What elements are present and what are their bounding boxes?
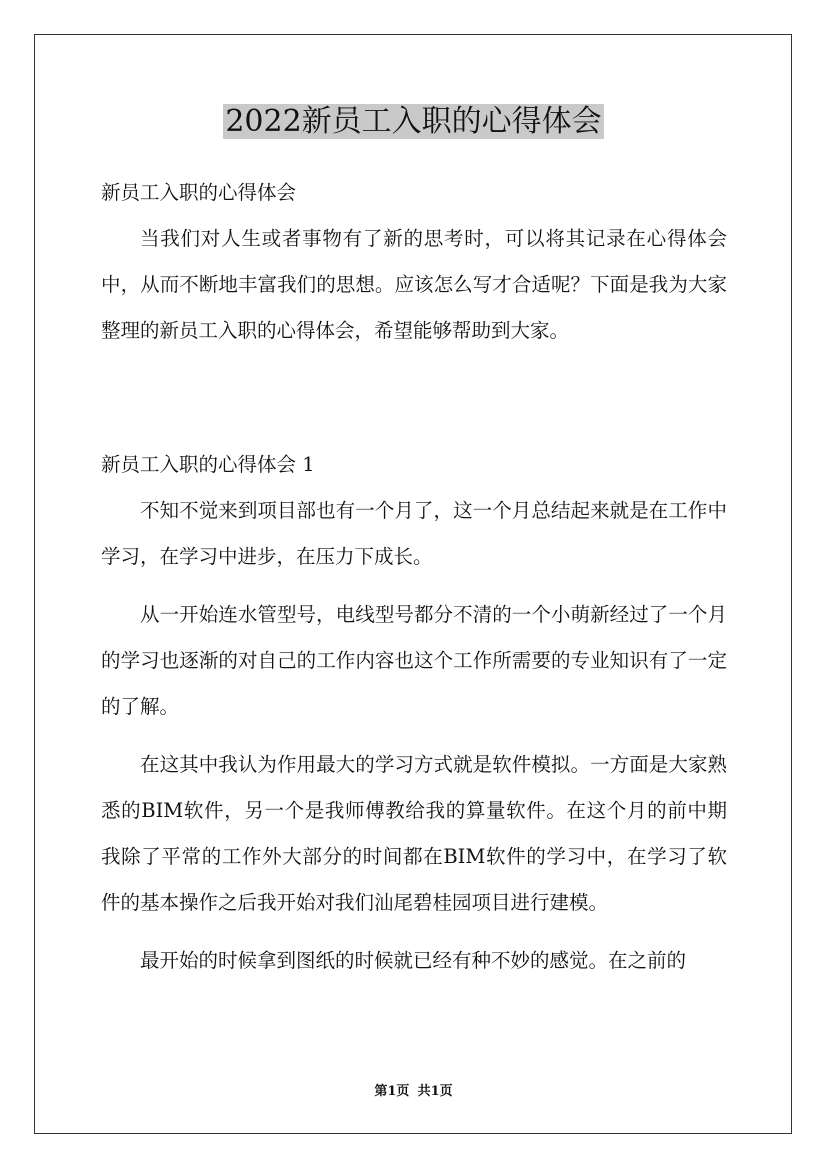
body-paragraph: 在这其中我认为作用最大的学习方式就是软件模拟。一方面是大家熟悉的BIM软件，另一个是我师傅教给我的算量软件。在这个月的前中期我除了平常的工作外大部分的时间都在BIM软件的学习中，在学习了软件的基本操作之后我开始对我们汕尾碧桂园项目进行建模。	[101, 753, 727, 914]
body-paragraph: 最开始的时候拿到图纸的时候就已经有种不妙的感觉。在之前的	[140, 949, 687, 972]
section-heading: 新员工入职的心得体会 1	[101, 453, 315, 476]
document-title	[0, 100, 827, 144]
body-paragraph: 从一开始连水管型号，电线型号都分不清的一个小萌新经过了一个月的学习也逐渐的对自己的工作内容也这个工作所需要的专业知识有了一定的了解。	[101, 603, 727, 718]
document-body	[101, 170, 727, 354]
document-title-text: 2022新员工入职的心得体会	[225, 104, 602, 139]
page-total-label: 共1页	[417, 1084, 453, 1099]
document-section	[101, 442, 727, 984]
body-paragraph: 不知不觉来到项目部也有一个月了，这一个月总结起来就是在工作中学习，在学习中进步，在压力下成长。	[101, 499, 727, 568]
page-footer	[0, 1083, 827, 1101]
page-number-label: 第1页	[374, 1084, 410, 1099]
intro-paragraph: 当我们对人生或者事物有了新的思考时，可以将其记录在心得体会中，从而不断地丰富我们的思想。应该怎么写才合适呢？下面是我为大家整理的新员工入职的心得体会，希望能够帮助到大家。	[101, 227, 727, 342]
document-subtitle: 新员工入职的心得体会	[101, 181, 297, 204]
